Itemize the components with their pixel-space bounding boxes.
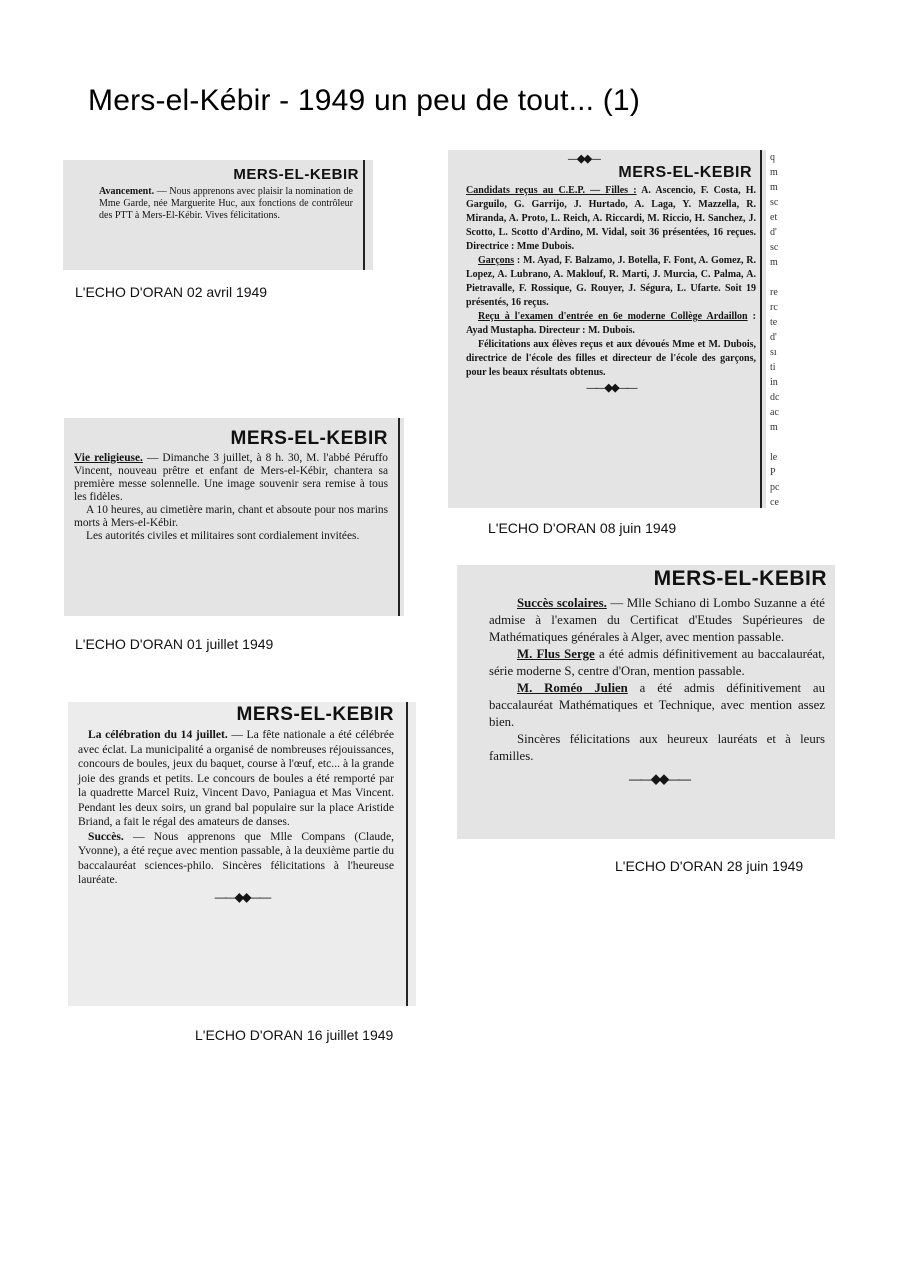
- clipping-paragraph-2: [78, 830, 394, 888]
- clipping-quatorze-juillet: [68, 702, 416, 1006]
- clipping-paragraph-1: [78, 728, 394, 830]
- clipping-text: [99, 186, 353, 222]
- clipping-header: MERS-EL-KEBIR: [653, 567, 827, 590]
- clipping-body: Félicitations aux élèves reçus et aux dévoués Mme et M. Dubois, directrice de l'école des filles et directeur de l'école des garçons, pour les beaux résultats obtenus.: [466, 339, 756, 378]
- clipping-lead: Candidats reçus au C.E.P. — Filles :: [466, 185, 637, 196]
- clipping-body: A 10 heures, au cimetière marin, chant et absoute pour nos marins morts à Mers-el-Kébir.: [74, 504, 388, 529]
- clipping-paragraph-3: [466, 310, 756, 338]
- clipping-vie-religieuse: [64, 418, 404, 616]
- clipping-succes-scolaires: [457, 565, 835, 839]
- clipping-body: A. Ascencio, F. Costa, H. Garguilo, G. Garrijo, J. Hurtado, A. Laga, Y. Mazzella, R. Miranda, A. Proto, L. Reich, A. Riccardi, M. Riccio, H. Sanchez, J. Scotto, L. Scotto d'Ardino, M. Vidal, soit 36 présentées, 16 reçues. Directrice : Mme Dubois.: [466, 185, 756, 252]
- caption-succes-scolaires: L'ECHO D'ORAN 28 juin 1949: [615, 858, 804, 874]
- ornament-icon: ——◆◆——: [629, 771, 689, 786]
- clipping-header: MERS-EL-KEBIR: [618, 164, 752, 181]
- clipping-body: — Mlle Schiano di Lombo Suzanne a été admise à l'examen du Certificat d'Etudes Supérieures de Mathématiques générales à Alger, avec mention passable.: [489, 596, 825, 644]
- caption-cep: L'ECHO D'ORAN 08 juin 1949: [488, 520, 677, 536]
- clipping-paragraph-1: [466, 184, 756, 254]
- clipping-lead: Succès scolaires.: [517, 596, 607, 610]
- page-title: Mers-el-Kébir - 1949 un peu de tout... (1): [88, 84, 641, 117]
- clipping-body: a été admis définitivement au baccalauréat Mathématiques et Technique, avec mention assez bien.: [489, 681, 825, 729]
- clipping-lead: Garçons: [478, 255, 515, 266]
- clipping-lead: Vie religieuse.: [74, 452, 143, 464]
- caption-vie-religieuse: L'ECHO D'ORAN 01 juillet 1949: [75, 636, 274, 652]
- clipping-body: Sincères félicitations aux heureux lauréats et à leurs familles.: [489, 732, 825, 763]
- ornament-top-icon: —◆◆—: [568, 153, 599, 165]
- clipping-paragraph-3: [489, 680, 825, 731]
- clipping-lead: La célébration du 14 juillet.: [88, 728, 228, 741]
- clipping-paragraph-2: [489, 646, 825, 680]
- ornament-icon: ——◆◆——: [586, 382, 636, 394]
- clipping-paragraph-4: [489, 731, 825, 765]
- caption-avancement: L'ECHO D'ORAN 02 avril 1949: [75, 284, 268, 300]
- clipping-body: — La fête nationale a été célébrée avec éclat. La municipalité a organisé de nombreuses réjouissances, concours de boules, jeux du baquet, course à l'œuf, etc... à la grande joie des grands et petits. Le concours de boules a été remporté par la quadrette Marcel Ruiz, Vincent Davo, Paniagua et Mas Vincent. Pendant les deux soirs, un grand bal populaire sur la place Aristide Briand, a fait le régal des amateurs de danses.: [78, 728, 394, 828]
- clipping-body: Les autorités civiles et militaires sont cordialement invitées.: [86, 530, 360, 542]
- clipping-cep: [448, 150, 766, 508]
- clipping-body: : Ayad Mustapha. Directeur : M. Dubois.: [466, 311, 756, 336]
- caption-quatorze-juillet: L'ECHO D'ORAN 16 juillet 1949: [195, 1027, 394, 1043]
- clipping-lead: M. Flus Serge: [517, 647, 595, 661]
- clipping-avancement: [63, 160, 373, 270]
- ornament-icon: ——◆◆——: [214, 889, 270, 904]
- clipping-paragraph-1: [489, 595, 825, 646]
- clipping-body: a été admis définitivement au baccalauréat, série moderne S, centre d'Oran, mention passable.: [489, 647, 825, 678]
- clipping-lead: Succès.: [88, 829, 124, 843]
- clipping-body: — Nous apprenons que Mlle Compans (Claude, Yvonne), a été reçue avec mention passable, à la deuxième partie du baccalauréat sciences-philo. Sincères félicitations à l'heureuse lauréate.: [78, 829, 394, 886]
- clipping-body: — Nous apprenons avec plaisir la nomination de Mme Garde, née Marguerite Huc, aux fonctions de contrôleur des PTT à Mers-El-Kébir. Vives félicitations.: [99, 186, 353, 221]
- clipping-lead: M. Roméo Julien: [517, 681, 628, 695]
- clipping-body: — Dimanche 3 juillet, à 8 h. 30, M. l'abbé Péruffo Vincent, nouveau prêtre et enfant de Mers-el-Kébir, chantera sa première messe solennelle. Une image souvenir sera remise à tous les fidèles.: [74, 452, 388, 503]
- clipping-paragraph-2: [74, 504, 388, 530]
- clipping-body: : M. Ayad, F. Balzamo, J. Botella, F. Font, A. Gomez, R. Lopez, A. Lubrano, A. Maklouf, R. Marti, J. Murcia, C. Palma, A. Pietravalle, F. Rossique, G. Rouyer, J. Ségura, L. Ufarte. Soit 19 présentés, 16 reçus.: [466, 255, 756, 308]
- clipping-header: MERS-EL-KEBIR: [233, 166, 359, 183]
- clipping-paragraph-1: [74, 452, 388, 504]
- clipping-paragraph-3: [74, 530, 388, 543]
- clipping-header: MERS-EL-KEBIR: [230, 428, 388, 449]
- adjacent-column-fragment: q m m sc et d' sc m re rc te d' sı ti in dc ac m le P pc ce: [770, 152, 780, 508]
- clipping-header: MERS-EL-KEBIR: [236, 704, 394, 725]
- clipping-lead: Avancement.: [99, 186, 155, 197]
- clipping-paragraph-4: [466, 338, 756, 380]
- clipping-paragraph-2: [466, 254, 756, 310]
- clipping-lead: Reçu à l'examen d'entrée en 6e moderne Collège Ardaillon: [478, 311, 748, 322]
